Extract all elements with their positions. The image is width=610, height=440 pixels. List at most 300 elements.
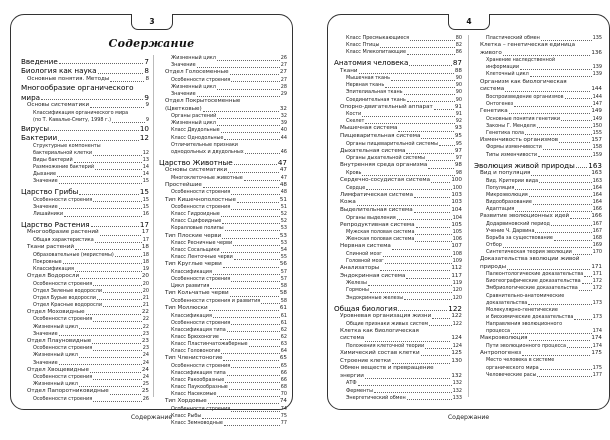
toc-entry-page: 90: [455, 89, 462, 96]
toc-entry-page: 17: [142, 236, 149, 243]
dot-leader: [223, 267, 279, 268]
toc-entry-page: 174: [591, 335, 602, 342]
toc-entry: [21, 316, 149, 323]
toc-entry: [334, 258, 462, 265]
dot-leader: [567, 347, 592, 348]
toc-entry-title: Лимфатическая система: [340, 191, 414, 198]
toc-entry-page: 68: [280, 384, 287, 391]
toc-entry-title: Особенности строения: [33, 316, 93, 323]
toc-entry-title: Воспроизведение организмов: [486, 93, 564, 100]
dot-leader: [362, 116, 455, 117]
toc-entry-title: Класс Насекомые: [171, 391, 217, 398]
toc-entry: [159, 298, 287, 305]
toc-entry-title: система: [340, 335, 365, 342]
toc-entry: [474, 94, 602, 101]
toc-entry-title: Отбор: [486, 241, 502, 248]
toc-entry: [159, 225, 287, 232]
toc-entry-title: Учение Ч. Дарвина: [486, 227, 535, 234]
toc-entry-page: 66: [280, 376, 287, 383]
toc-entry-title: Класс Птицы: [346, 42, 380, 49]
dot-leader: [406, 278, 450, 279]
dot-leader: [197, 96, 280, 97]
toc-entry-title: Спинной мозг: [346, 251, 382, 258]
toc-entry-title: Мужская половая система: [346, 229, 415, 236]
toc-entry: [334, 388, 462, 395]
dot-leader: [416, 227, 451, 228]
toc-entry: [159, 377, 287, 384]
toc-entry-title: Царство Грибы: [21, 187, 79, 197]
dot-leader: [63, 263, 142, 264]
toc-entry: [334, 177, 462, 185]
dot-leader: [414, 197, 450, 198]
toc-entry-page: 167: [592, 220, 602, 227]
dot-leader: [79, 386, 142, 387]
dot-leader: [57, 176, 142, 177]
toc-entry-page: 122: [452, 320, 462, 327]
toc-entry: [159, 69, 287, 77]
dot-leader: [229, 389, 280, 390]
dot-leader: [554, 240, 592, 241]
dot-leader: [525, 134, 592, 135]
toc-entry-page: 80: [455, 35, 462, 41]
toc-entry-page: 169: [592, 241, 602, 248]
toc-entry-title: доказательства: [486, 299, 528, 306]
dot-leader: [208, 403, 279, 404]
toc-entry-page: 90: [455, 96, 462, 103]
dot-leader: [90, 107, 144, 108]
toc-entry-page: 175: [592, 364, 602, 371]
toc-entry-page: 15: [142, 203, 149, 210]
toc-entry: [334, 118, 462, 125]
toc-entry-page: 24: [141, 366, 149, 373]
toc-entry: [159, 334, 287, 341]
toc-entry-title: Тип Плоские черви: [165, 232, 222, 239]
toc-entry-page: 27: [280, 76, 287, 83]
toc-entry-title: Клеточный цикл: [486, 71, 529, 78]
dot-leader: [406, 153, 453, 154]
dot-leader: [213, 317, 280, 318]
toc-entry-title: Классификация: [171, 312, 212, 319]
toc-entry-page: 144: [591, 86, 602, 93]
toc-entry: [334, 365, 462, 373]
toc-entry-title: Классификация типа: [171, 326, 226, 333]
dot-leader: [391, 80, 455, 81]
toc-entry: [334, 236, 462, 243]
column-divider: [153, 55, 154, 397]
toc-entry: [334, 335, 462, 343]
toc-entry-title: Класс Двудольные: [171, 127, 220, 134]
toc-entry-page: 120: [452, 287, 462, 294]
dot-leader: [217, 89, 280, 90]
toc-entry-page: 97: [454, 147, 462, 154]
toc-column: [334, 35, 462, 402]
dot-leader: [231, 81, 280, 82]
toc-entry-title: Отдел Бурые водоросли: [33, 294, 96, 301]
toc-entry-title: Отдел Хвощевидные: [27, 366, 89, 373]
toc-entry-title: Лишайники: [33, 210, 64, 217]
toc-entry: [159, 363, 287, 370]
toc-entry-page: 132: [451, 372, 462, 379]
toc-entry-title: Генетика: [480, 107, 508, 114]
toc-entry-title: Сердце: [346, 184, 366, 191]
dot-leader: [41, 99, 143, 100]
toc-entry-title: Положения клеточной теории: [346, 342, 425, 349]
toc-entry-title: система: [480, 86, 505, 93]
dot-leader: [428, 168, 454, 169]
toc-entry: [21, 133, 149, 142]
toc-entry-title: Класс Ресничные черви: [171, 240, 233, 247]
toc-entry-page: 66: [280, 369, 287, 376]
toc-entry-title: Класс Пластинчатожаберные: [171, 340, 248, 347]
dot-leader: [561, 120, 592, 121]
toc-entry-title: Дыхание: [33, 171, 56, 178]
toc-entry-page: 124: [452, 342, 462, 349]
toc-entry-page: 77: [280, 419, 287, 426]
toc-entry-page: 95: [455, 140, 462, 147]
toc-entry-title: Отличительные признаки: [171, 141, 238, 148]
toc-entry-page: 167: [592, 227, 602, 234]
toc-entry: [21, 367, 149, 375]
dot-leader: [59, 183, 142, 184]
toc-entry: [159, 313, 287, 320]
toc-entry-title: Организм как биологическая: [480, 78, 567, 85]
toc-entry-page: 132: [452, 380, 462, 387]
toc-entry-page: 62: [280, 333, 287, 340]
dot-leader: [86, 314, 141, 315]
page-number: 4: [448, 14, 490, 30]
toc-entry-page: 103: [451, 191, 462, 198]
toc-entry: [21, 164, 149, 171]
toc-entry-title: Додарвиновский период: [486, 220, 550, 227]
toc-entry: [21, 171, 149, 178]
toc-entry-page: 53: [280, 240, 287, 247]
dot-leader: [404, 94, 455, 95]
toc-entry-page: 106: [452, 236, 462, 243]
toc-entry: [474, 372, 602, 379]
toc-entry: [334, 97, 462, 104]
toc-entry: [474, 343, 602, 350]
dot-leader: [439, 145, 455, 146]
toc-entry-title: Биогеографические доказательства: [486, 278, 581, 285]
toc-entry: [21, 324, 149, 331]
toc-entry-page: 23: [141, 337, 149, 344]
dot-leader: [75, 271, 142, 272]
toc-entry-title: Борьба за существование: [486, 234, 553, 241]
toc-entry-page: 8: [145, 75, 149, 82]
toc-entry-title: Значение: [33, 203, 58, 210]
toc-entry-title: (Цветковые): [165, 105, 202, 112]
toc-entry: [334, 125, 462, 133]
toc-entry: [21, 229, 149, 237]
toc-entry-title: Отдел Зеленые водоросли: [33, 287, 103, 294]
toc-entry-page: 54: [280, 247, 287, 254]
toc-entry-title: Доказательства эволюции живой: [480, 256, 580, 263]
toc-entry-title: Хранение наследственной: [486, 57, 555, 64]
toc-entry-title: энергии: [340, 372, 364, 379]
toc-entry: [159, 254, 287, 261]
toc-entry-title: Значение: [33, 330, 58, 337]
toc-entry-title: Класс Головоногие: [171, 348, 221, 355]
toc-entry-page: 97: [455, 155, 462, 162]
toc-entry-page: 23: [142, 330, 149, 337]
dot-leader: [217, 60, 280, 61]
dot-leader: [59, 208, 142, 209]
toc-entry-title: Микроэволюция: [486, 191, 528, 198]
toc-entry-page: 46: [280, 148, 287, 155]
dot-leader: [93, 155, 142, 156]
dot-leader: [221, 353, 279, 354]
toc-entry-page: 100: [452, 184, 462, 191]
dot-leader: [404, 299, 452, 300]
toc-entry-title: мира: [21, 92, 41, 102]
toc-entry-title: Онтогенез: [486, 100, 514, 107]
dot-leader: [582, 283, 592, 284]
dot-leader: [93, 350, 142, 351]
dot-leader: [357, 205, 450, 206]
toc-entry-page: 65: [279, 355, 287, 362]
toc-entry-page: 48: [279, 181, 287, 188]
toc-entry: [159, 290, 287, 298]
toc-entry: [334, 192, 462, 200]
toc-entry: [474, 101, 602, 108]
toc-entry-title: Размножение бактерий: [33, 164, 95, 170]
toc-entry-title: Многоклеточные животные: [171, 174, 243, 181]
toc-entry-page: 164: [592, 198, 602, 205]
toc-entry: [21, 266, 149, 273]
toc-entry-page: 163: [592, 177, 602, 184]
toc-entry-page: 32: [279, 105, 287, 112]
toc-entry-page: 52: [280, 218, 287, 225]
toc-entry-page: 7: [144, 56, 149, 66]
toc-entry: [334, 89, 462, 96]
dot-leader: [539, 182, 592, 183]
toc-entry-page: 24: [142, 352, 149, 359]
toc-entry-title: Жизненный цикл: [33, 352, 78, 359]
toc-entry-title: Железы: [346, 280, 367, 287]
toc-entry: [159, 182, 287, 190]
dot-leader: [421, 138, 453, 139]
dot-leader: [576, 167, 588, 168]
toc-entry-page: 21: [142, 294, 149, 301]
toc-entry-title: Ферменты: [346, 387, 373, 394]
dot-leader: [59, 63, 144, 64]
toc-entry: [334, 162, 462, 170]
toc-entry: [334, 304, 462, 313]
toc-entry-title: Место человека в системе: [486, 357, 555, 364]
toc-entry-page: 164: [592, 191, 602, 198]
toc-entry-page: 18: [142, 251, 149, 258]
toc-entry-page: 171: [592, 271, 602, 278]
toc-entry-title: Кости: [346, 111, 362, 118]
toc-entry-page: 14: [142, 164, 149, 170]
toc-entry-page: 170: [592, 249, 602, 256]
toc-entry-page: 90: [455, 82, 462, 89]
toc-entry: [159, 391, 287, 398]
dot-leader: [103, 306, 142, 307]
toc-entry-title: Клетка – генетическая единица: [480, 42, 576, 49]
dot-leader: [93, 379, 142, 380]
toc-entry-title: Отдел Папоротниковидные: [27, 388, 109, 395]
toc-entry-page: 28: [280, 83, 287, 90]
dot-leader: [503, 247, 592, 248]
dot-leader: [231, 209, 280, 210]
toc-entry-title: Жизненный цикл: [171, 55, 216, 61]
dot-leader: [224, 139, 279, 140]
toc-entry: [474, 350, 602, 358]
toc-entry: [474, 123, 602, 130]
toc-entry-title: Многообразие растений: [27, 229, 99, 236]
dot-leader: [551, 225, 592, 226]
dot-leader: [383, 256, 452, 257]
toc-entry-page: 23: [142, 345, 149, 352]
toc-entry-page: 105: [451, 221, 462, 228]
toc-entry-title: Значение: [171, 62, 196, 69]
dot-leader: [531, 175, 590, 176]
toc-entry-title: Особенности строения: [33, 280, 93, 287]
dot-leader: [74, 162, 142, 163]
toc-entry: [159, 348, 287, 355]
toc-entry: [334, 58, 462, 67]
dot-leader: [203, 111, 279, 112]
column-divider: [468, 35, 469, 397]
toc-entry: [159, 327, 287, 334]
toc-entry-title: Особенности строения: [33, 396, 93, 402]
toc-entry-page: 177: [592, 371, 602, 378]
toc-entry-title: и биохимические доказательства: [486, 313, 574, 320]
dot-leader: [50, 130, 139, 131]
toc-entry-page: 61: [280, 312, 287, 319]
dot-leader: [210, 288, 279, 289]
toc-entry-page: 107: [451, 243, 462, 250]
toc-entry-title: Особенности строения: [171, 189, 231, 196]
dot-leader: [529, 196, 592, 197]
dot-leader: [579, 290, 592, 291]
toc-entry-title: Пластический обмен: [486, 35, 540, 41]
toc-entry: [334, 373, 462, 381]
toc-entry-page: 74: [279, 398, 287, 405]
dot-leader: [223, 360, 278, 361]
dot-leader: [58, 140, 139, 141]
toc-entry-title: Отдел Покрытосеменные: [165, 98, 241, 105]
toc-entry-title: органического мира: [486, 364, 539, 371]
toc-entry: [21, 237, 149, 244]
dot-leader: [59, 364, 142, 365]
toc-entry: [474, 221, 602, 228]
toc-entry-title: Простейшие: [165, 181, 202, 188]
toc-entry-title: Мышечная ткань: [346, 75, 391, 82]
toc-entry: [474, 35, 602, 42]
toc-entry: [21, 178, 149, 185]
toc-entry-page: 48: [280, 189, 287, 196]
dot-leader: [227, 331, 280, 332]
toc-entry-page: 15: [142, 196, 149, 203]
dot-leader: [368, 285, 452, 286]
toc-entry-page: 25: [142, 381, 149, 388]
toc-entry-page: 122: [448, 303, 462, 313]
toc-entry-title: Особенности строения: [171, 76, 231, 83]
toc-entry-title: Класс Пресмыкающиеся: [346, 35, 410, 41]
toc-entry-page: 166: [591, 213, 602, 220]
toc-entry: [21, 76, 149, 84]
dot-leader: [533, 204, 592, 205]
toc-entry: [334, 273, 462, 281]
toc-entry: [159, 247, 287, 254]
toc-entry-page: 158: [592, 144, 602, 151]
toc-entry: [474, 108, 602, 116]
toc-entry: [21, 331, 149, 338]
toc-entry-page: 87: [452, 58, 462, 68]
toc-entry: [159, 175, 287, 182]
dot-leader: [570, 218, 590, 219]
toc-entry-page: 105: [452, 229, 462, 236]
toc-entry-page: 172: [592, 285, 602, 292]
toc-entry-title: Обмен веществ и превращение: [340, 365, 434, 372]
toc-entry-page: 93: [454, 125, 462, 132]
toc-entry: [474, 42, 602, 50]
toc-entry: [474, 79, 602, 87]
toc-entry-page: 20: [142, 280, 149, 287]
toc-entry-page: 120: [452, 294, 462, 301]
toc-entry-title: Тип Круглые черви: [165, 261, 222, 268]
toc-entry-title: Бактерии: [21, 133, 58, 143]
dot-leader: [93, 201, 142, 202]
toc-entry: [334, 141, 462, 148]
toc-entry-title: Значение: [33, 359, 58, 366]
toc-entry-title: Класс Ленточные черви: [171, 254, 233, 261]
toc-entry-title: Особенности строения и развития: [171, 297, 261, 304]
toc-entry: [474, 86, 602, 94]
dot-leader: [514, 106, 591, 107]
dot-leader: [365, 341, 450, 342]
toc-entry-title: Классификация: [171, 269, 212, 276]
toc-entry-title: Синтетическая теория эволюции: [486, 249, 572, 256]
toc-entry-page: 166: [592, 205, 602, 212]
toc-entry-page: 47: [280, 174, 287, 181]
dot-leader: [213, 274, 280, 275]
toc-entry-title: Дыхательная система: [340, 147, 406, 154]
toc-entry-page: 139: [592, 64, 602, 71]
toc-entry-title: Класс Паукообразные: [171, 384, 228, 391]
toc-entry: [474, 116, 602, 123]
toc-entry: [21, 211, 149, 218]
toc-entry: [159, 142, 287, 149]
toc-entry-title: Репродуктивная система: [340, 221, 415, 228]
toc-entry-page: 103: [451, 199, 462, 206]
dot-leader: [230, 296, 279, 297]
toc-entry-page: 25: [141, 388, 149, 395]
toc-entry-page: 12: [139, 133, 149, 143]
toc-entry-title: Органы пищеварительной системы: [346, 140, 439, 147]
toc-entry: [474, 178, 602, 185]
toc-entry-title: Структурные компоненты: [33, 142, 101, 149]
toc-entry: [159, 211, 287, 218]
toc-entry: [21, 102, 149, 110]
toc-entry-page: 61: [280, 319, 287, 326]
toc-entry: [159, 84, 287, 91]
dot-leader: [584, 276, 591, 277]
dot-leader: [237, 202, 279, 203]
dot-leader: [505, 91, 590, 92]
toc-entry: [21, 187, 149, 196]
toc-entry-title: процесса: [486, 328, 511, 335]
toc-entry-page: 117: [451, 272, 462, 279]
toc-entry: [474, 185, 602, 192]
dot-leader: [359, 73, 454, 74]
toc-entry-title: Ткани растений: [27, 244, 74, 251]
dot-leader: [392, 363, 451, 364]
toc-entry-title: Особенности строения: [33, 374, 93, 381]
toc-entry-title: Класс Млекопитающие: [346, 49, 406, 56]
